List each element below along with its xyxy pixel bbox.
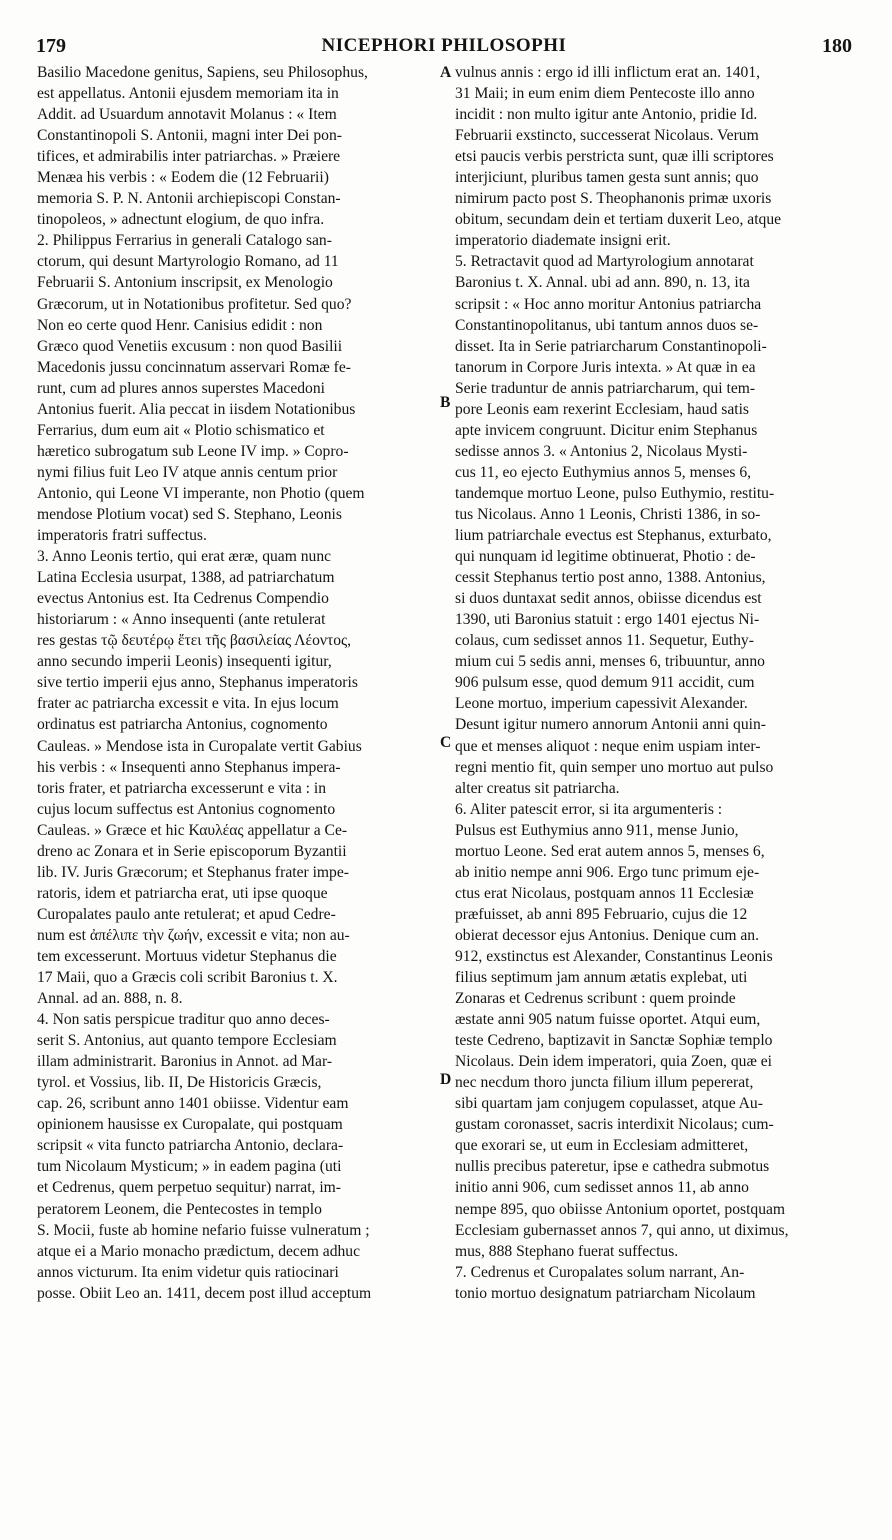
right-text-line: Desunt igitur numero annorum Antonii anni quin- xyxy=(455,716,766,734)
left-text-line: runt, cum ad plures annos superstes Macedoni xyxy=(37,379,325,397)
right-text-line: obierat decessor ejus Antonius. Denique cum an. xyxy=(455,926,760,944)
left-text-line: toris frater, et patriarcha excesserunt e vita : in xyxy=(37,779,327,797)
right-text-line: disset. Ita in Serie patriarcharum Constantinopoli- xyxy=(455,337,767,355)
left-text-line: Menæa his verbis : « Eodem die (12 Februarii) xyxy=(37,169,329,187)
running-title: NICEPHORI PHILOSOPHI xyxy=(321,35,567,56)
right-text-line: 7. Cedrenus et Curopalates solum narrant, An- xyxy=(455,1263,745,1281)
right-text-line: sibi quartam jam conjugem copulasset, atque Au- xyxy=(455,1095,763,1113)
margin-letter-d: D xyxy=(440,1071,452,1088)
left-text-line: Februarii S. Antonium inscripsit, ex Menologio xyxy=(37,274,333,292)
left-text-line: mendose Plotium vocat) sed S. Stephano, Leonis xyxy=(37,505,342,523)
right-text-line: interjiciunt, pluribus tamen gesta sunt annis; quo xyxy=(455,169,759,187)
left-text-line: Græco quod Venetiis excusum : non quod Basilii xyxy=(37,337,343,355)
right-text-line: ab initio nempe anni 906. Ergo tunc primum eje- xyxy=(455,863,760,881)
left-text-line: 17 Maii, quo a Græcis coli scribit Baronius t. X. xyxy=(37,969,338,987)
left-text-line: opinionem hausisse ex Curopalate, qui postquam xyxy=(37,1116,343,1134)
right-text-line: vulnus annis : ergo id illi inflictum erat an. 1401, xyxy=(455,64,761,81)
left-text-line: 2. Philippus Ferrarius in generali Catalogo san- xyxy=(37,232,332,250)
right-text-line: tus Nicolaus. Anno 1 Leonis, Christi 1386, in so- xyxy=(455,505,761,523)
right-text-line: Baronius t. X. Annal. ubi ad ann. 890, n. 13, ita xyxy=(455,274,750,292)
left-text-line: evectus Antonius est. Ita Cedrenus Compendio xyxy=(37,590,329,608)
left-text-line: Cauleas. » Mendose ista in Curopalate vertit Gabius xyxy=(37,737,362,755)
left-text-line: tum Nicolaum Mysticum; » in eadem pagina (uti xyxy=(37,1158,342,1176)
right-text-line: apte invicem congruunt. Dicitur enim Stephanus xyxy=(455,421,758,439)
right-text-line: scripsit : « Hoc anno moritur Antonius patriarcha xyxy=(455,295,762,313)
left-text-line: dreno ac Zonara et in Serie episcoporum Byzantii xyxy=(37,842,347,860)
right-text-line: pore Leonis eam rexerint Ecclesiam, haud satis xyxy=(455,400,750,418)
left-text-line: Constantinopoli S. Antonii, magni inter Dei pon- xyxy=(37,127,342,145)
right-text-line: mortuo Leone. Sed erat autem annos 5, menses 6, xyxy=(455,842,765,860)
right-text-line: obitum, secundam dein et tertiam duxerit Leo, atque xyxy=(455,211,782,229)
left-text-line: Basilio Macedone genitus, Sapiens, seu Philosophus, xyxy=(37,64,368,81)
left-text-line: cap. 26, scribunt anno 1401 obiisse. Videntur eam xyxy=(37,1095,349,1113)
left-text-line: Latina Ecclesia usurpat, 1388, ad patriarchatum xyxy=(37,569,335,587)
right-text-line: que exorari se, ut eum in Ecclesiam admitteret, xyxy=(455,1137,749,1155)
right-text-line: 1390, uti Baronius statuit : ergo 1401 ejectus Ni- xyxy=(455,611,760,629)
right-text-line: cus 11, eo ejecto Euthymius annos 5, menses 6, xyxy=(455,463,752,481)
right-text-line: imperatorio diademate insigni erit. xyxy=(455,232,671,250)
left-text-line: scripsit « vita functo patriarcha Antonio, declara- xyxy=(37,1137,344,1155)
margin-letter-a: A xyxy=(440,64,452,81)
right-text-line: ctus erat Nicolaus, postquam annos 11 Ecclesiæ xyxy=(455,884,754,902)
left-text-line: Græcorum, ut in Notationibus profitetur. Sed quo? xyxy=(37,295,352,313)
left-text-line: hæretico subrogatum sub Leone IV imp. » Copro- xyxy=(37,442,349,460)
left-text-line: imperatoris fratri suffectus. xyxy=(37,527,207,545)
left-text-line: Non eo certe quod Henr. Canisius edidit : non xyxy=(37,316,323,334)
right-text-line: Nicolaus. Dein idem imperatori, quia Zoen, quæ ei xyxy=(455,1053,772,1071)
page-number-right: 180 xyxy=(822,35,852,57)
right-text-line: gustam coronasset, sacris interdixit Nicolaus; cum- xyxy=(455,1116,774,1134)
left-text-line: sive tertio imperii ejus anno, Stephanus imperatoris xyxy=(37,674,358,692)
left-text-line: Cauleas. » Græce et hic Καυλέας appellatur a Ce- xyxy=(37,821,348,839)
right-text-line: incidit : non multo igitur ante Antonio, pridie Id. xyxy=(455,106,758,124)
right-text-line: si duos duntaxat sedit annos, obiisse dicendus est xyxy=(455,590,762,608)
left-text-line: Antonio, qui Leone VI imperante, non Photio (quem xyxy=(37,484,365,502)
left-text-line: et Cedrenus, quem perpetuo sequitur) narrat, im- xyxy=(37,1179,341,1197)
right-text-line: præfuisset, ab anni 895 Februario, cujus die 12 xyxy=(455,905,748,923)
left-text-line: lib. IV. Juris Græcorum; et Stephanus frater impe- xyxy=(37,863,349,881)
left-text-line: tinopoleos, » adnectunt elogium, de quo infra. xyxy=(37,211,325,229)
left-column xyxy=(37,62,445,1304)
right-text-line: regni mentio fit, quin semper uno mortuo aut pulso xyxy=(455,758,774,776)
left-text-line: illam administrarit. Baronius in Annot. ad Mar- xyxy=(37,1053,333,1071)
left-text-line: nymi filius fuit Leo IV atque annis centum prior xyxy=(37,463,338,481)
right-text-line: Ecclesiam gubernasset annos 7, qui anno, ut diximus, xyxy=(455,1221,789,1239)
right-text-line: mus, 888 Stephano fuerat suffectus. xyxy=(455,1242,679,1260)
right-text-line: Zonaras et Cedrenus scribunt : quem proinde xyxy=(455,990,736,1008)
right-column xyxy=(455,62,858,1304)
left-text-line: Addit. ad Usuardum annotavit Molanus : « Item xyxy=(37,106,337,124)
left-text-line: tifices, et admirabilis inter patriarchas. » Præiere xyxy=(37,148,341,166)
left-text-line: frater ac patriarcha excessit e vita. In ejus locum xyxy=(37,695,339,713)
right-text-line: colaus, cum sedisset annos 11. Sequetur, Euthy- xyxy=(455,632,754,650)
page-number-left: 179 xyxy=(36,35,66,57)
right-text-line: cessit Stephanus tertio post anno, 1388. Antonius, xyxy=(455,569,766,587)
right-text-line: filius septimum jam annum ætatis explebat, uti xyxy=(455,969,748,987)
left-text-line: memoria S. P. N. Antonii archiepiscopi Constan- xyxy=(37,190,341,208)
right-text-line: Februarii exstincto, successerat Nicolaus. Verum xyxy=(455,127,759,145)
left-text-line: Annal. ad an. 888, n. 8. xyxy=(37,990,183,1008)
right-text-line: lium patriarchale evectus est Stephanus, exturbato, xyxy=(455,527,772,545)
left-text-line: est appellatus. Antonii ejusdem memoriam ita in xyxy=(37,85,339,103)
margin-letter-c: C xyxy=(440,734,452,751)
left-text-line: his verbis : « Insequenti anno Stephanus impera- xyxy=(37,758,341,776)
right-text-line: Leone mortuo, imperium capessivit Alexander. xyxy=(455,695,748,713)
right-text-line: 31 Maii; in eum enim diem Pentecoste illo anno xyxy=(455,85,755,103)
right-text-line: 5. Retractavit quod ad Martyrologium annotarat xyxy=(455,253,754,271)
right-text-line: 6. Aliter patescit error, si ita argumenteris : xyxy=(455,800,723,818)
page-header xyxy=(36,32,852,60)
left-text-line: anno secundo imperii Leonis) insequenti igitur, xyxy=(37,653,332,671)
left-text-line: Antonius fuerit. Alia peccat in iisdem Notationibus xyxy=(37,400,356,418)
left-text-line: atque ei a Mario monacho prædictum, decem adhuc xyxy=(37,1242,361,1260)
right-text-line: initio anni 906, cum sedisset annos 11, ab anno xyxy=(455,1179,749,1197)
left-text-line: num est ἀπέλιπε τὴν ζωήν, excessit e vita; non au- xyxy=(37,926,350,944)
left-text-line: S. Mocii, fuste ab homine nefario fuisse vulneratum ; xyxy=(37,1221,370,1239)
right-text-line: tonio mortuo designatum patriarcham Nicolaum xyxy=(455,1284,756,1302)
right-text-line: qui nunquam id legitime obtinuerat, Photio : de- xyxy=(455,548,756,566)
left-text-line: posse. Obiit Leo an. 1411, decem post illud acceptum xyxy=(37,1284,372,1302)
right-text-line: Constantinopolitanus, ubi tantum annos duos se- xyxy=(455,316,759,334)
left-text-line: 4. Non satis perspicue traditur quo anno deces- xyxy=(37,1011,330,1029)
margin-letter-b: B xyxy=(440,394,451,411)
right-text-line: sedisse annos 3. « Antonius 2, Nicolaus Mysti- xyxy=(455,442,748,460)
left-text-line: Ferrarius, dum eum ait « Plotio schismatico et xyxy=(37,421,325,439)
left-text-line: annos victurum. Ita enim videtur quis ratiocinari xyxy=(37,1263,339,1281)
right-text-line: 906 pulsum esse, quod demum 911 accidit, cum xyxy=(455,674,755,692)
left-text-line: res gestas τῷ δευτέρῳ ἔτει τῆς βασιλείας Λέοντος, xyxy=(37,632,352,650)
right-text-line: nimirum pacto post S. Theophanonis primæ uxoris xyxy=(455,190,772,208)
left-text-line: Macedonis jussu concinnatum asservari Romæ fe- xyxy=(37,358,351,376)
right-text-line: æstate anni 905 natum fuisse oportet. Atqui eum, xyxy=(455,1011,761,1029)
right-text-line: que et menses aliquot : neque enim uspiam inter- xyxy=(455,737,761,755)
right-text-line: tanorum in Corpore Juris intexta. » At quæ in ea xyxy=(455,358,756,376)
left-text-line: tyrol. et Vossius, lib. II, De Historicis Græcis, xyxy=(37,1074,322,1092)
right-text-line: Pulsus est Euthymius anno 911, mense Junio, xyxy=(455,821,739,839)
left-text-line: cujus locum suffectus est Antonius cognomento xyxy=(37,800,336,818)
left-text-line: Curopalates paulo ante retulerat; et apud Cedre- xyxy=(37,905,336,923)
right-text-line: alter creatus sit patriarcha. xyxy=(455,779,620,797)
left-text-line: historiarum : « Anno insequenti (ante retulerat xyxy=(37,611,326,629)
left-text-line: ratoris, idem et patriarcha erat, uti ipse quoque xyxy=(37,884,328,902)
right-text-line: nullis precibus pateretur, ipse e cathedra submotus xyxy=(455,1158,770,1176)
right-text-line: nempe 895, quo obiisse Antonium oportet, postquam xyxy=(455,1200,786,1218)
left-text-line: peratorem Leonem, die Pentecostes in templo xyxy=(37,1200,322,1218)
left-text-line: serit S. Antonius, aut quanto tempore Ecclesiam xyxy=(37,1032,337,1050)
right-text-line: nec necdum thoro juncta filium illum pepererat, xyxy=(455,1074,754,1092)
right-text-line: mium cui 5 sedis anni, menses 6, tribuuntur, anno xyxy=(455,653,765,671)
right-text-line: teste Cedreno, baptizavit in Sanctæ Sophiæ templo xyxy=(455,1032,773,1050)
right-text-line: 912, exstinctus est Alexander, Constantinus Leonis xyxy=(455,947,773,965)
left-text-line: tem excesserunt. Mortuus videtur Stephanus die xyxy=(37,947,337,965)
left-text-line: ctorum, qui desunt Martyrologio Romano, ad 11 xyxy=(37,253,339,271)
right-text-line: tandemque mortuo Leone, pulso Euthymio, restitu- xyxy=(455,484,775,502)
left-text-line: ordinatus est patriarcha Antonius, cognomento xyxy=(37,716,328,734)
left-text-line: 3. Anno Leonis tertio, qui erat æræ, quam nunc xyxy=(37,548,332,566)
right-text-line: etsi paucis verbis perstricta sunt, quæ illi scriptores xyxy=(455,148,774,166)
right-text-line: Serie traduntur de annis patriarcharum, qui tem- xyxy=(455,379,756,397)
